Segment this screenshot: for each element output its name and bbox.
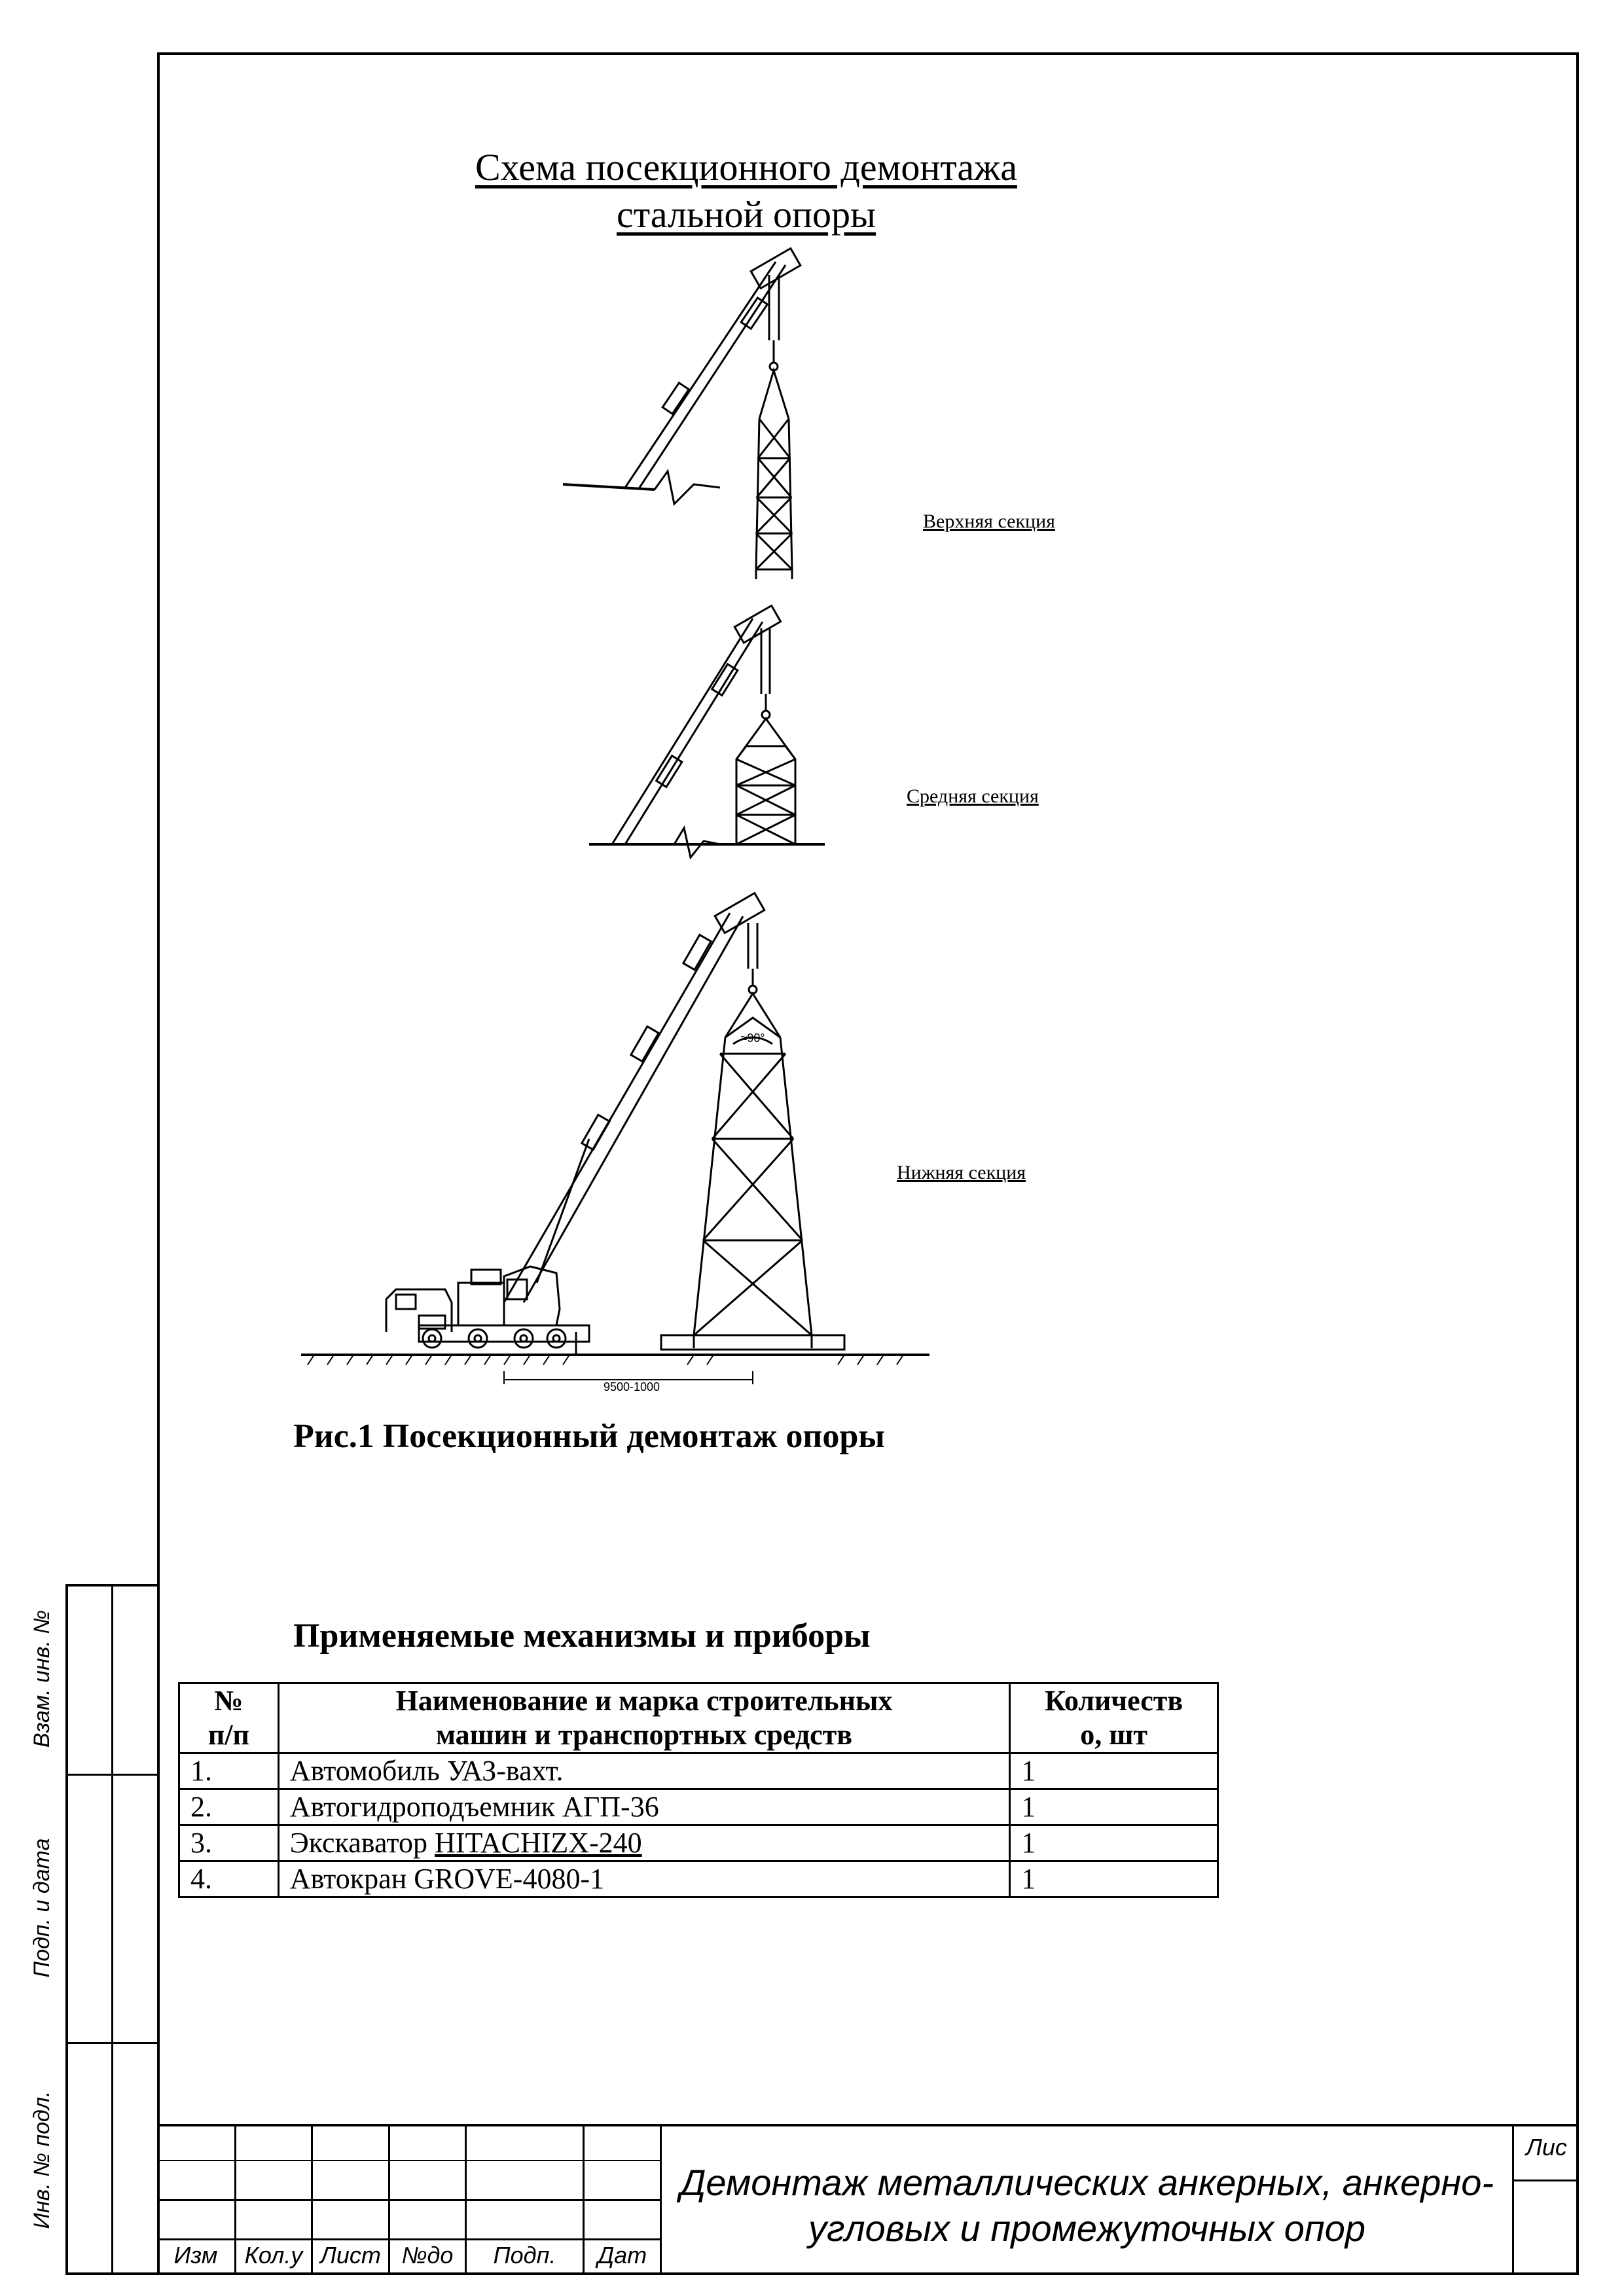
header-qty (1010, 1683, 1218, 1753)
row-num: 4. (179, 1861, 279, 1897)
header-num-line2: п/п (208, 1719, 249, 1751)
header-num-line1: № (214, 1685, 244, 1717)
sheet-label: Лис (1526, 2134, 1567, 2161)
col-list: Лист (320, 2242, 381, 2269)
side-label-sign-date: Подп. и дата (29, 1838, 54, 1978)
row-qty: 1 (1010, 1825, 1218, 1861)
row-name: Автогидроподъемник АГП-36 (278, 1789, 1010, 1825)
row-name: Автокран GROVE-4080-1 (278, 1861, 1010, 1897)
row-name-prefix: Экскаватор (289, 1827, 435, 1859)
distance-label: 9500-1000 (603, 1380, 660, 1393)
table-header-row (179, 1683, 1218, 1753)
document-title-line2: угловых и промежуточных опор (808, 2208, 1366, 2249)
col-ndoc: №до (401, 2242, 454, 2269)
side-label-original-inv: Инв. № подл. (29, 2090, 54, 2229)
header-name-line2: машин и транспортных средств (435, 1719, 852, 1751)
figure-caption: Рис.1 Посекционный демонтаж опоры (293, 1418, 885, 1455)
document-title-line1: Демонтаж металлических анкерных, анкерно- (679, 2162, 1494, 2203)
row-num: 2. (179, 1789, 279, 1825)
header-num (179, 1683, 279, 1753)
side-stamp-divider (111, 1584, 113, 2275)
side-label-replaced-inv: Взам. инв. № (29, 1609, 54, 1748)
excavator-model-link[interactable]: HITACHIZX-240 (435, 1827, 642, 1859)
middle-section-diagram (589, 605, 825, 857)
drawing-title-line2: стальной опоры (616, 193, 876, 236)
col-podp: Подп. (493, 2242, 556, 2269)
table-row (179, 1789, 1218, 1825)
table-row (179, 1753, 1218, 1789)
document-title (662, 2160, 1512, 2251)
side-stamp-hline (65, 1774, 157, 1776)
equipment-table (178, 1682, 1219, 1898)
section-middle-label: Средняя секция (907, 785, 1039, 807)
header-qty-line2: о, шт (1080, 1719, 1148, 1751)
row-name (278, 1825, 1010, 1861)
drawing-title-line1: Схема посекционного демонтажа (475, 146, 1017, 188)
equipment-heading: Применяемые механизмы и приборы (293, 1617, 871, 1655)
header-qty-line1: Количеств (1045, 1685, 1183, 1717)
row-qty: 1 (1010, 1861, 1218, 1897)
col-date: Дат (597, 2242, 647, 2269)
title-block-hline (1512, 2179, 1579, 2181)
col-kolu: Кол.у (244, 2242, 303, 2269)
row-qty: 1 (1010, 1789, 1218, 1825)
col-izm: Изм (173, 2242, 218, 2269)
table-row (179, 1825, 1218, 1861)
row-num: 1. (179, 1753, 279, 1789)
angle-label: ≈90° (740, 1031, 765, 1045)
header-name-line1: Наименование и марка строительных (395, 1685, 893, 1717)
row-name: Автомобиль УАЗ-вахт. (278, 1753, 1010, 1789)
table-row (179, 1861, 1218, 1897)
side-stamp-hline (65, 2042, 157, 2044)
bottom-section-diagram (301, 893, 929, 1384)
section-bottom-label: Нижняя секция (897, 1162, 1026, 1183)
header-name (278, 1683, 1010, 1753)
row-qty: 1 (1010, 1753, 1218, 1789)
section-top-label: Верхняя секция (923, 511, 1055, 532)
row-num: 3. (179, 1825, 279, 1861)
top-section-diagram (563, 249, 801, 579)
